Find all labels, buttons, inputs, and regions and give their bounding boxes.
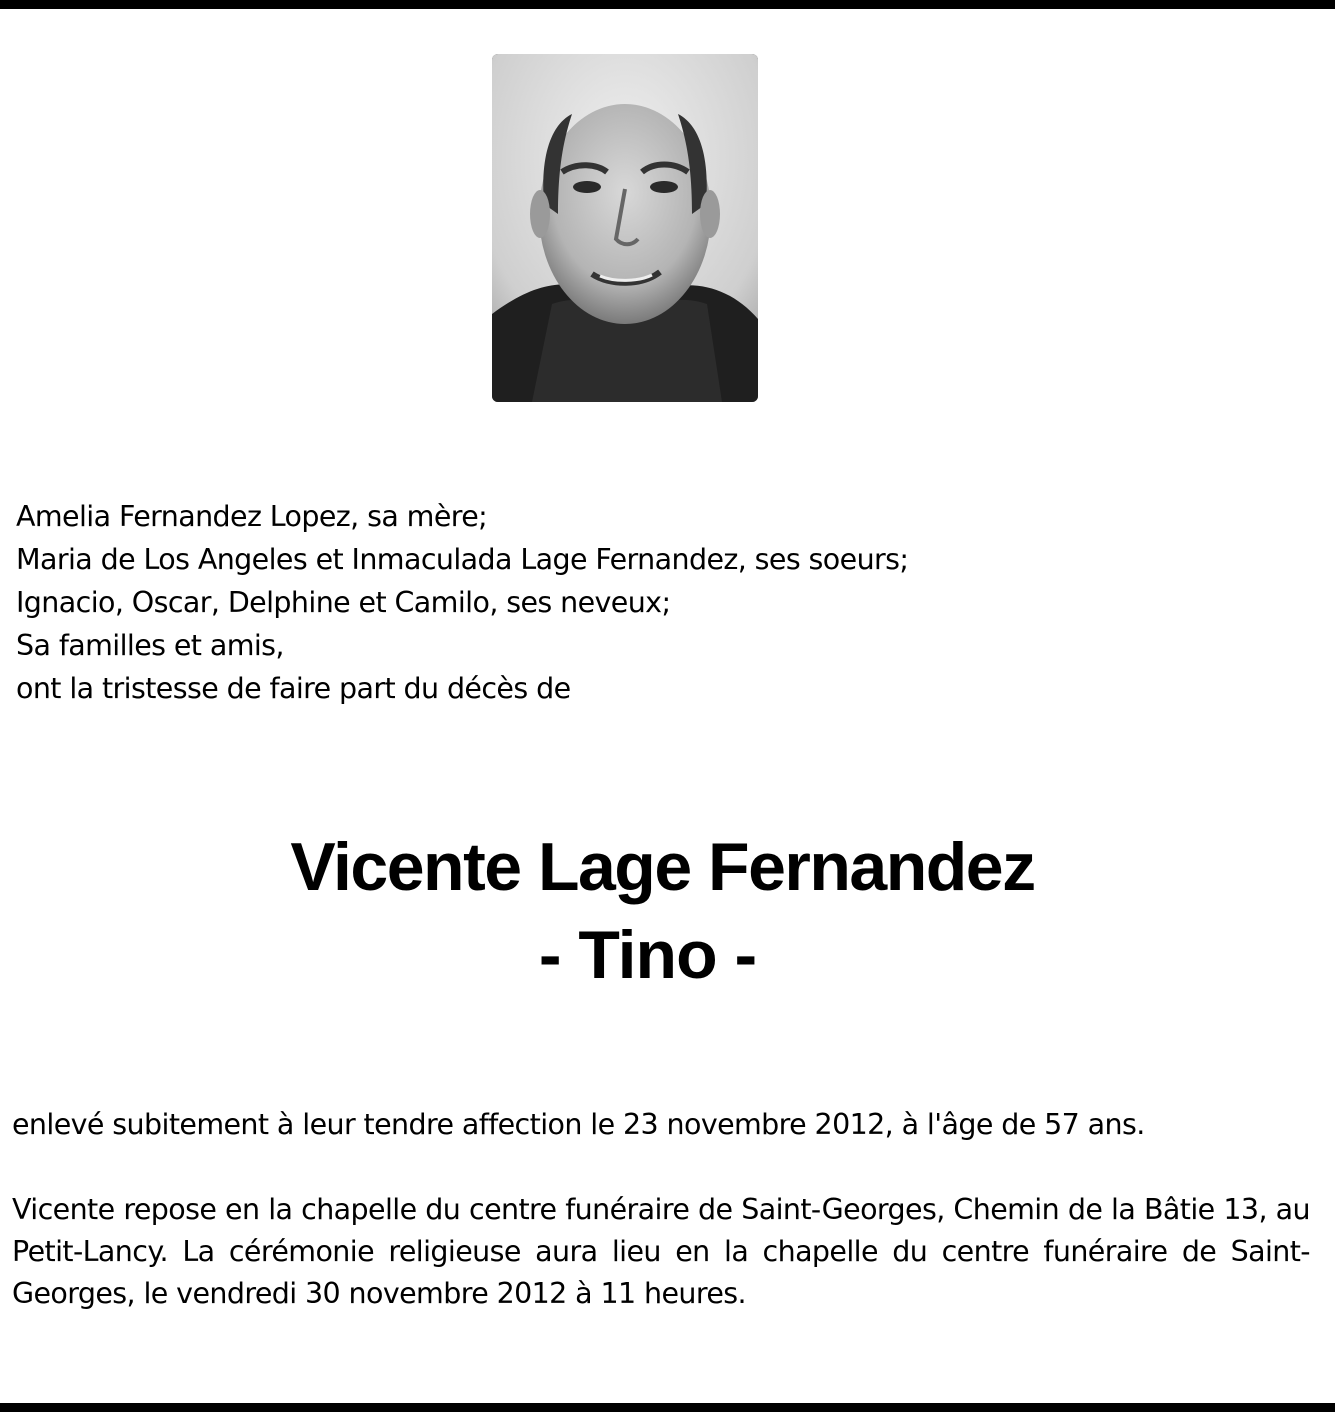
family-line-mother: Amelia Fernandez Lopez, sa mère; [16,500,488,533]
family-line-sisters: Maria de Los Angeles et Inmaculada Lage Fernandez, ses soeurs; [16,543,909,576]
portrait-photo [492,54,758,402]
family-line-friends: Sa familles et amis, [16,629,284,662]
family-announcement [16,495,1116,710]
ceremony-text: Vicente repose en la chapelle du centre funéraire de Saint-Georges, Chemin de la Bâtie 13, au Petit-Lancy. La cérémonie religieuse aura lieu en la chapelle du centre funéraire de Saint-Georges, le vendredi 30 novembre 2012 à 11 heures. [12,1193,1310,1310]
deceased-name: Vicente Lage Fernandez [290,829,1035,905]
passing-text: enlevé subitement à leur tendre affection le 23 novembre 2012, à l'âge de 57 ans. [12,1108,1145,1141]
family-line-announcement: ont la tristesse de faire part du décès de [16,672,571,705]
top-border-rule [0,0,1335,9]
deceased-nickname: - Tino - [538,917,757,993]
deceased-name-block [0,822,1335,998]
bottom-border-rule [0,1403,1335,1412]
family-line-nephews: Ignacio, Oscar, Delphine et Camilo, ses neveux; [16,586,671,619]
